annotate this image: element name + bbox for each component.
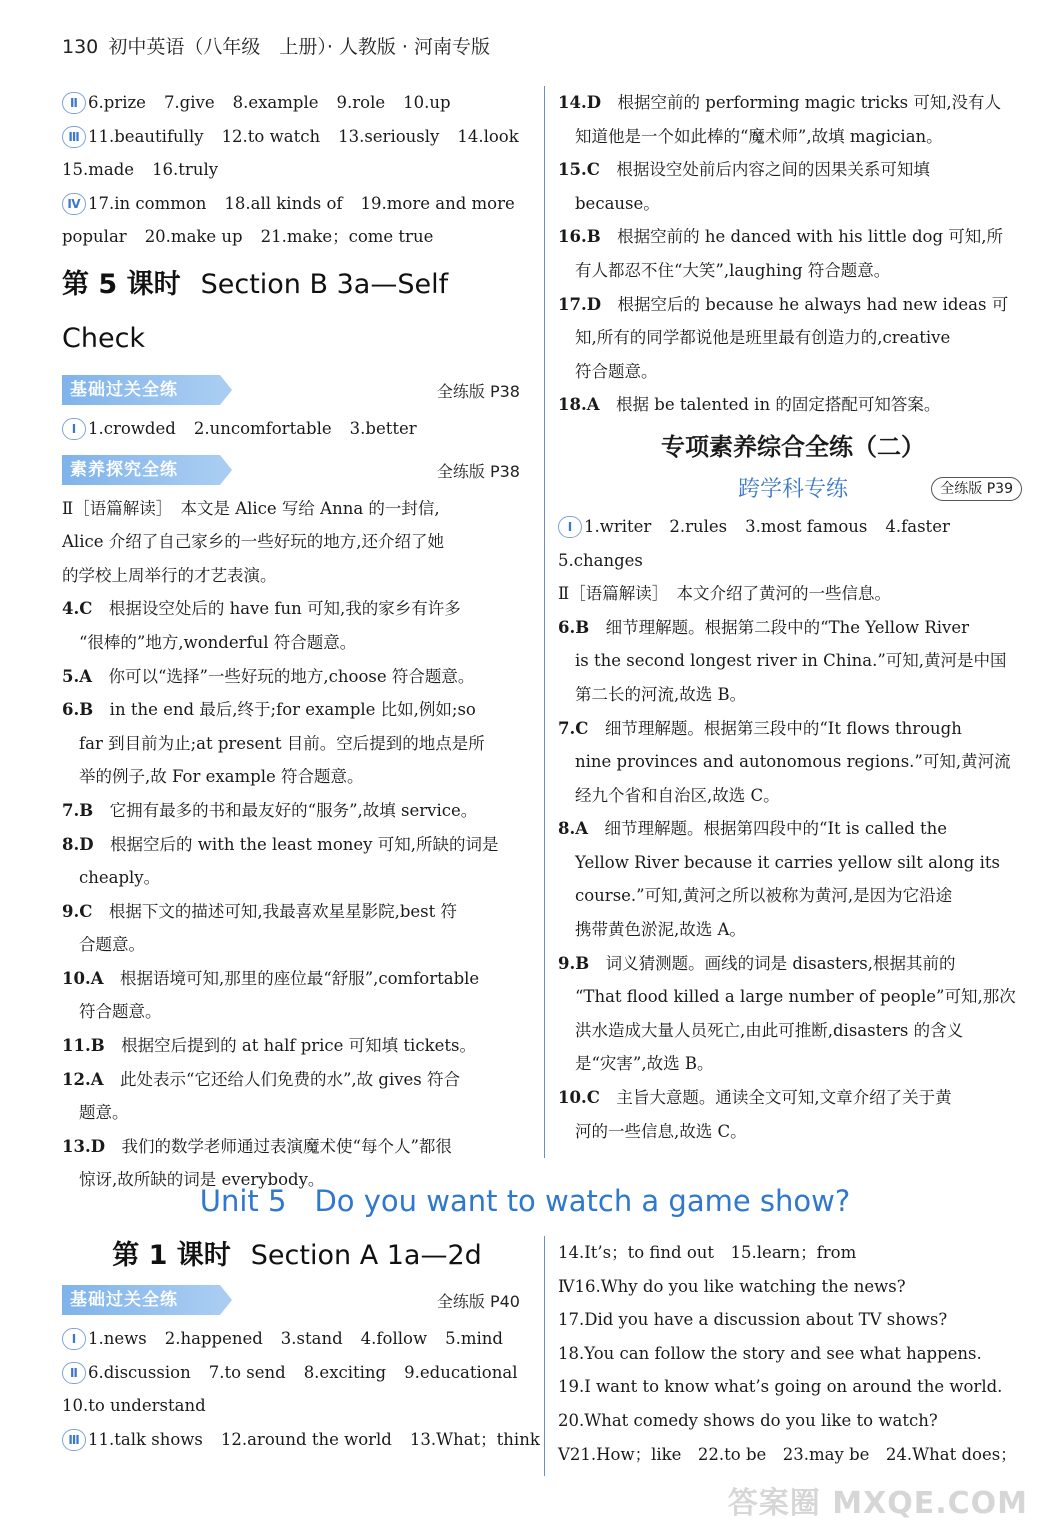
answer-number: 10.C [558,1088,600,1108]
answer-item: 6.prize [88,93,146,112]
answer-number: 6.B [558,617,590,637]
book-title: 初中英语（八年级 上册）· 人教版 · 河南专版 [108,36,491,58]
section-tag: 基础过关全练 [62,1285,220,1315]
answer-item: 1.crowded [88,418,176,438]
answer-item: 9.role [336,93,386,112]
section-bar-basic [62,1280,532,1320]
roman-numeral-badge: Ⅱ [62,92,86,114]
page-reference: 全练版 P38 [436,381,520,401]
explanation-text: 有人都忍不住“大笑”,laughing 符合题意。 [575,260,891,280]
explanation-text: in the end 最后,终于;for example 比如,例如;so [109,700,476,720]
unit-left-column [62,1236,540,1456]
explanation-line [558,1047,1028,1081]
roman-numeral-badge: Ⅰ [62,418,86,440]
answer-row [62,187,532,221]
answer-item: 2.uncomfortable [193,418,332,438]
passage-line: Ⅱ［语篇解读］ 本文介绍了黄河的一些信息。 [558,584,891,604]
explanation-text: 题意。 [79,1103,129,1123]
answer-list [558,86,1028,422]
answer-item: 11.beautifully [88,126,204,146]
explanation-text: because。 [575,193,660,213]
explanation-line [558,86,1028,120]
answer-item: 5.mind [445,1329,503,1348]
answer-number: 17.D [558,294,602,314]
explanation-text: 根据语境可知,那里的座位最“舒服”,comfortable [120,968,480,988]
answer-number: 4.C [62,599,93,619]
answer-line: Ⅳ16.Why do you like watching the news? [558,1276,906,1296]
tag-arrow-icon [220,455,232,485]
column-divider-lower [544,1236,545,1476]
explanation-text: 根据空前的 he danced with his little dog 可知,所 [617,227,1004,247]
explanation-text: is the second longest river in China.”可知,黄河是中国 [575,651,1007,671]
unit-label: Unit 5 [199,1184,287,1218]
answer-item: 20.make up [144,227,243,247]
tag-arrow-icon [220,1285,232,1315]
answer-item: 7.to send [208,1362,286,1382]
column-divider [544,86,545,1158]
answer-item: 13.seriously [338,126,440,146]
answer-line: 19.I want to know what’s going on around the world. [558,1377,1003,1397]
answer-line: 18.You can follow the story and see what happens. [558,1343,982,1363]
answer-number: 14.D [558,93,602,112]
explanation-text: 它拥有最多的书和最友好的“服务”,故填 service。 [109,800,478,820]
unit-heading [0,1184,1050,1218]
answer-item: 13.What；think [409,1429,540,1449]
answer-number: 8.A [558,819,589,839]
explanation-text: 携带黄色淤泥,故选 A。 [575,920,746,940]
explanation-text: 根据空后的 because he always had new ideas 可 [617,294,1009,314]
page-reference: 全练版 P40 [436,1292,520,1311]
explanation-line [558,913,1028,947]
answer-item: 10.to understand [62,1396,206,1416]
roman-numeral-badge: Ⅳ [62,193,86,215]
answer-item: 15.made [62,160,135,180]
answer-item: 18.all kinds of [224,193,343,213]
page-number: 130 [62,36,99,58]
explanation-text: 根据 be talented in 的固定搭配可知答案。 [616,395,941,415]
explanation-text: 细节理解题。根据第二段中的“The Yellow River [605,617,970,637]
explanation-line [558,1115,1028,1149]
passage-line: Ⅱ［语篇解读］ 本文是 Alice 写给 Anna 的一封信, [62,498,440,518]
explanation-line [558,220,1028,254]
explanation-line [62,626,532,660]
explanation-line [558,644,1028,678]
explanation-text: cheaply。 [79,868,161,888]
section-tag: 素养探究全练 [62,455,220,485]
explanation-line [558,846,1028,880]
roman-numeral-badge: Ⅲ [62,126,86,148]
explanation-line [558,388,1028,422]
explanation-line [62,995,532,1029]
answer-number: 7.B [62,800,94,820]
right-column [558,86,1028,1148]
page-reference: 全练版 P38 [436,461,520,481]
passage-note [62,492,532,593]
answer-item: 17.in common [88,193,207,213]
answer-row [62,1356,532,1390]
explanation-text: far 到目前为止;at present 目前。空后提到的地点是所 [79,733,485,753]
answer-item: 7.give [163,93,215,112]
answer-number: 9.B [558,953,590,973]
explanation-line [558,1014,1028,1048]
lesson-number: 第 5 课时 [62,268,181,300]
answer-item: 1.writer [584,516,652,536]
explanation-text: 洪水造成大量人员死亡,由此可推断,disasters 的含义 [575,1020,964,1040]
answer-item: 10.up [403,93,451,112]
roman-numeral-badge: Ⅰ [62,1328,86,1350]
roman-numeral-badge: Ⅱ [62,1362,86,1384]
cross-subject-bar [558,470,1028,510]
answer-item: 16.truly [152,160,219,180]
explanation-text: 此处表示“它还给人们免费的水”,故 gives 符合 [120,1069,461,1089]
section-bar-basic [62,370,532,410]
explanation-line [62,727,532,761]
explanation-text: 我们的数学老师通过表演魔术使“每个人”都很 [121,1136,452,1156]
explanation-text: 符合题意。 [79,1002,162,1022]
answer-number: 7.C [558,718,589,738]
lesson-section: Section B 3a—Self Check [62,268,449,354]
answer-row [62,220,532,254]
explanation-line [62,962,532,996]
explanation-line [558,745,1028,779]
page-header [62,32,494,59]
answer-item: 11.talk shows [88,1429,203,1449]
explanation-text: course.”可知,黄河之所以被称为黄河,是因为它沿途 [575,886,953,906]
explanation-text: 词义猜测题。画线的词是 disasters,根据其前的 [605,953,956,973]
answer-item: 1.news [88,1329,147,1348]
answer-item: 4.faster [885,516,950,536]
watermark: 答案圈 MXQE.COM [727,1486,1028,1521]
explanation-text: 经九个省和自治区,故选 C。 [575,785,780,805]
special-title: 专项素养综合全练（二） [661,432,925,461]
cross-subject-title: 跨学科专练 [737,476,848,502]
answer-item: 2.happened [164,1329,263,1348]
answer-number: 18.A [558,395,600,415]
answer-number: 13.D [62,1136,106,1156]
unit-right-column [558,1236,1028,1471]
explanation-text: nine provinces and autonomous regions.”可知,黄河流 [575,752,1011,772]
answer-item: 21.make；come true [260,227,434,247]
answer-item: 3.most famous [745,516,868,536]
explanation-line [62,794,532,828]
answer-line: 20.What comedy shows do you like to watch? [558,1410,938,1430]
explanation-text: “很棒的”地方,wonderful 符合题意。 [79,632,357,652]
explanation-line [62,1063,532,1097]
answer-number: 6.B [62,700,94,720]
left-column [62,86,532,1197]
explanation-line [558,812,1028,846]
explanation-text: 合题意。 [79,935,145,955]
explanation-line [62,1130,532,1164]
answer-number: 16.B [558,227,601,247]
explanation-text: 主旨大意题。通读全文可知,文章介绍了关于黄 [616,1088,952,1108]
explanation-text: 知,所有的同学都说他是班里最有创造力的,creative [575,328,951,348]
explanation-line [62,1096,532,1130]
section-bar-explore [62,450,532,490]
answer-row [62,1389,532,1423]
explanation-text: 根据设空处前后内容之间的因果关系可知填 [616,160,930,180]
passage-line: Alice 介绍了自己家乡的一些好玩的地方,还介绍了她 [62,532,444,552]
answer-row [62,153,532,187]
explanation-line [62,1029,532,1063]
answer-item: 3.better [349,418,417,438]
lesson-heading [62,1236,532,1276]
answer-item: 2.rules [669,516,728,536]
explanation-text: 根据设空处后的 have fun 可知,我的家乡有许多 [108,599,461,619]
answer-line: 14.It’s；to find out 15.learn；from [558,1243,857,1262]
explanation-line [558,321,1028,355]
explanation-line [62,660,532,694]
answer-item: 19.more and more [360,193,515,213]
answer-item: 8.example [232,93,319,112]
answer-list [558,611,1028,1149]
explanation-line [558,879,1028,913]
explanation-text: 根据下文的描述可知,我最喜欢星星影院,best 符 [108,901,458,921]
answer-item: 8.exciting [303,1362,387,1382]
explanation-text: 惊讶,故所缺的词是 everybody。 [79,1170,325,1190]
answer-number: 5.A [62,666,93,686]
explanation-text: 细节理解题。根据第三段中的“It flows through [604,718,962,738]
answer-item: 5.changes [558,550,643,570]
passage-note [558,577,1028,611]
answer-item: 3.stand [280,1329,343,1348]
answer-line: Ⅴ21.How；like 22.to be 23.may be 24.What does； [558,1444,1017,1464]
answer-number: 9.C [62,901,93,921]
answer-list [62,592,532,1197]
explanation-line [558,678,1028,712]
explanation-line [62,928,532,962]
explanation-text: 第二长的河流,故选 B。 [575,684,747,704]
explanation-line [62,592,532,626]
explanation-line [558,254,1028,288]
tag-arrow-icon [220,375,232,405]
answer-number: 10.A [62,968,104,988]
explanation-text: 河的一些信息,故选 C。 [575,1121,747,1141]
page-reference-badge: 全练版 P39 [931,477,1022,501]
explanation-line [558,779,1028,813]
explanation-line [62,760,532,794]
answer-list [558,1236,1028,1471]
answer-number: 12.A [62,1069,104,1089]
answer-item: 12.around the world [220,1429,392,1449]
explanation-line [62,895,532,929]
explanation-text: “That flood killed a large number of people”可知,那次 [575,987,1016,1007]
explanation-text: 根据空后提到的 at half price 可知填 tickets。 [121,1036,476,1056]
explanation-line [558,120,1028,154]
explanation-text: 细节理解题。根据第四段中的“It is called the [604,819,948,839]
answer-item: 9.educational [404,1362,518,1382]
explanation-line [558,1081,1028,1115]
answer-item: 6.discussion [88,1362,191,1382]
answer-row [558,510,1028,544]
explanation-line [558,153,1028,187]
explanation-text: 根据空前的 performing magic tricks 可知,没有人 [617,93,1002,112]
explanation-line [558,980,1028,1014]
answer-line: 17.Did you have a discussion about TV shows? [558,1310,948,1330]
unit-title: Do you want to watch a game show? [314,1184,851,1218]
answer-row [62,120,532,154]
explanation-line [558,355,1028,389]
lesson-section: Section A 1a—2d [250,1240,482,1271]
answer-item: 4.follow [360,1329,428,1348]
roman-numeral-badge: Ⅲ [62,1429,86,1451]
section-tag: 基础过关全练 [62,375,220,405]
answer-row [62,1322,532,1356]
lesson-number: 第 1 课时 [112,1240,231,1271]
explanation-text: 根据空后的 with the least money 可知,所缺的词是 [110,834,499,854]
answer-row [558,544,1028,578]
explanation-text: 知道他是一个如此棒的“魔术师”,故填 magician。 [575,126,943,146]
answer-item: popular [62,227,127,247]
explanation-text: 是“灾害”,故选 B。 [575,1054,714,1074]
answer-number: 8.D [62,834,94,854]
answer-row [62,1423,540,1457]
explanation-text: Yellow River because it carries yellow silt along its [575,852,1000,872]
explanation-line [558,288,1028,322]
roman-numeral-badge: Ⅰ [558,516,582,538]
answer-row [62,86,532,120]
explanation-line [558,712,1028,746]
explanation-text: 你可以“选择”一些好玩的地方,choose 符合题意。 [108,666,475,686]
explanation-line [62,828,532,862]
explanation-line [558,611,1028,645]
explanation-line [558,187,1028,221]
answer-row [62,412,532,446]
explanation-text: 举的例子,故 For example 符合题意。 [79,767,364,787]
explanation-line [62,861,532,895]
answer-item: 12.to watch [221,126,321,146]
answer-number: 11.B [62,1036,105,1056]
lesson-heading [62,258,532,366]
passage-line: 的学校上周举行的才艺表演。 [62,565,277,585]
explanation-text: 符合题意。 [575,361,658,381]
explanation-line [62,693,532,727]
answer-item: 14.look [457,126,519,146]
explanation-line [558,947,1028,981]
answer-number: 15.C [558,160,600,180]
